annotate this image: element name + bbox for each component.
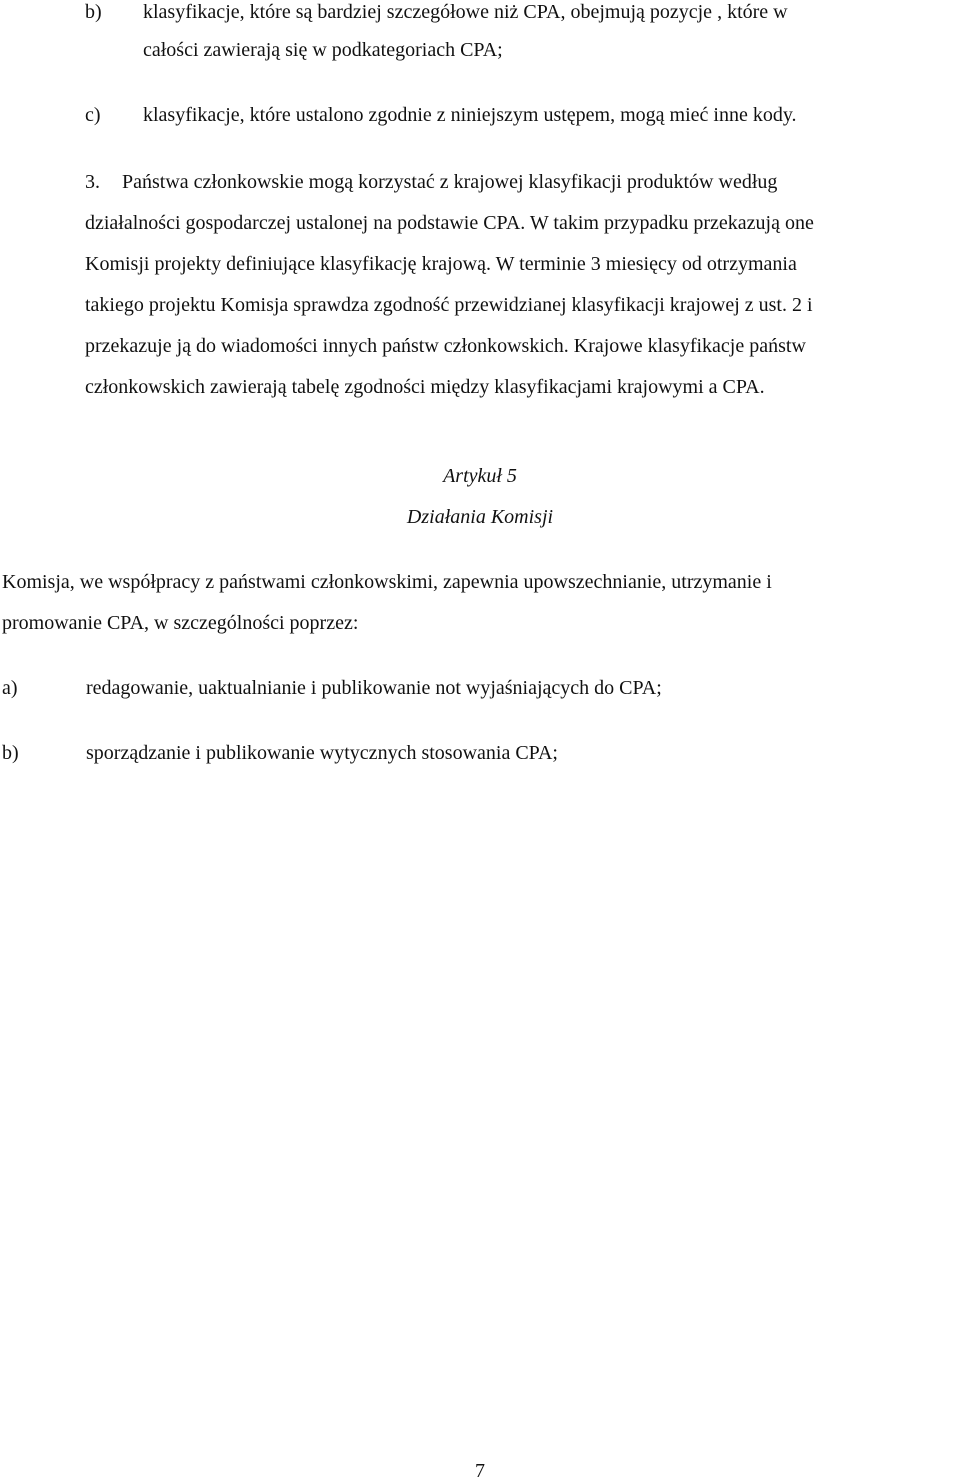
paragraph-text-line: członkowskich zawierają tabelę zgodności między klasyfikacjami krajowymi a CPA. [85, 376, 765, 398]
list-marker: b) [2, 742, 19, 764]
paragraph-text-line: Komisji projekty definiujące klasyfikację krajową. W terminie 3 miesięcy od otrzymania [85, 253, 797, 275]
paragraph-text-line: Państwa członkowskie mogą korzystać z krajowej klasyfikacji produktów według [122, 171, 778, 193]
list-item-text-line: klasyfikacje, które ustalono zgodnie z niniejszym ustępem, mogą mieć inne kody. [143, 104, 797, 126]
paragraph-text-line: takiego projektu Komisja sprawdza zgodność przewidzianej klasyfikacji krajowej z ust. 2 i [85, 294, 813, 316]
article-number: Artykuł 5 [443, 465, 517, 487]
paragraph-number: 3. [85, 171, 100, 193]
list-item-text-line: redagowanie, uaktualnianie i publikowanie not wyjaśniających do CPA; [86, 677, 662, 699]
intro-text-line: promowanie CPA, w szczególności poprzez: [2, 612, 359, 634]
list-item-text-line: sporządzanie i publikowanie wytycznych stosowania CPA; [86, 742, 558, 764]
paragraph-text-line: działalności gospodarczej ustalonej na podstawie CPA. W takim przypadku przekazują one [85, 212, 814, 234]
article-title: Działania Komisji [406, 506, 554, 528]
list-marker: a) [2, 677, 18, 699]
list-marker: c) [85, 104, 101, 126]
list-item-text-line: całości zawierają się w podkategoriach CPA; [143, 39, 503, 61]
list-marker: b) [85, 1, 102, 23]
intro-text-line: Komisja, we współpracy z państwami członkowskimi, zapewnia upowszechnianie, utrzymanie i [2, 571, 772, 593]
page-number: 7 [475, 1460, 485, 1482]
list-item-text-line: klasyfikacje, które są bardziej szczegółowe niż CPA, obejmują pozycje , które w [143, 1, 788, 23]
paragraph-text-line: przekazuje ją do wiadomości innych państw członkowskich. Krajowe klasyfikacje państw [85, 335, 806, 357]
